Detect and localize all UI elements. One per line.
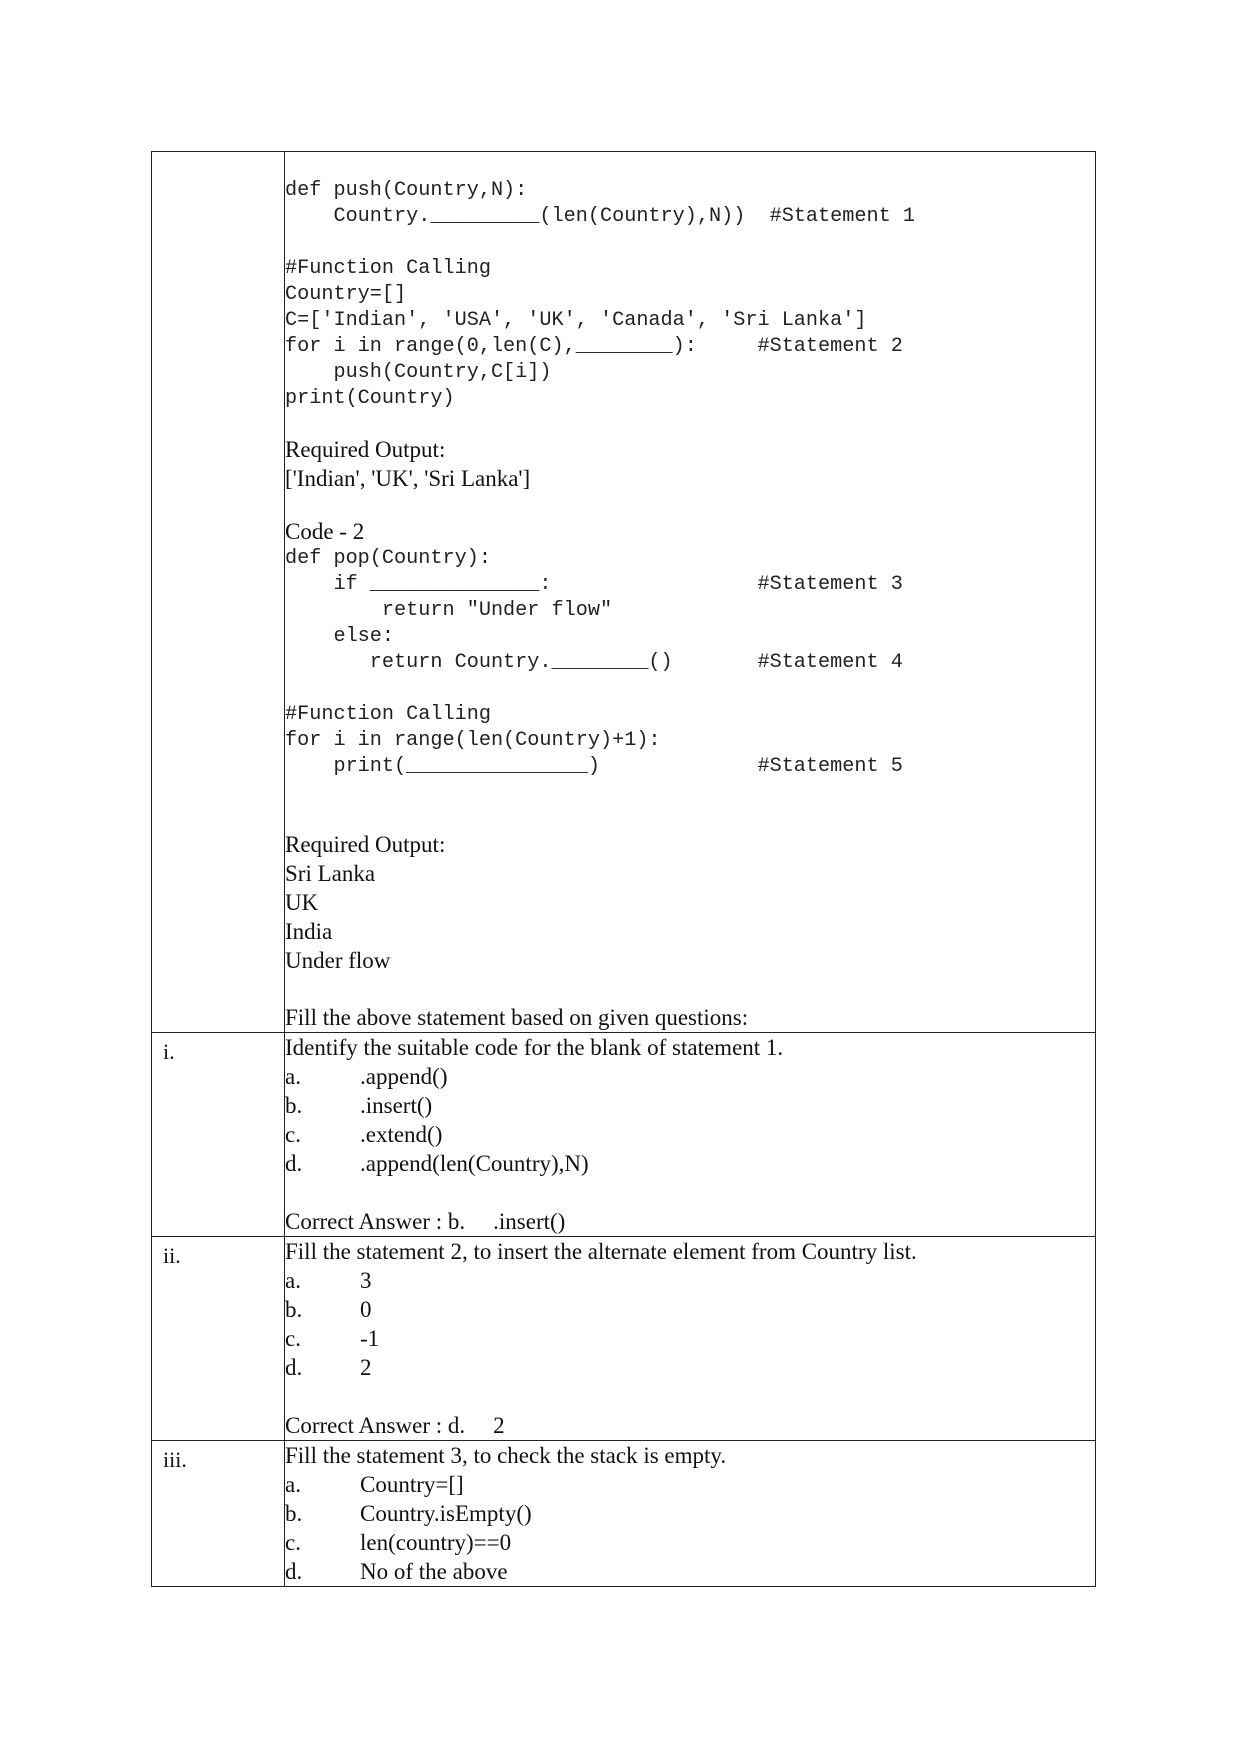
required-output-line: India [285, 919, 333, 944]
required-output-line: UK [285, 890, 319, 915]
option-d: d. 2 [285, 1355, 372, 1380]
question-body-cell [285, 1237, 1096, 1441]
question-row [152, 1441, 1096, 1587]
question-number-cell [152, 1237, 285, 1441]
option-a: a. 3 [285, 1268, 372, 1293]
question-text: Identify the suitable code for the blank of statement 1. [285, 1035, 784, 1060]
question-text: Fill the statement 3, to check the stack is empty. [285, 1443, 727, 1468]
question-number-cell [152, 1441, 285, 1587]
option-c: c. len(country)==0 [285, 1530, 512, 1555]
code-2-heading: Code - 2 [285, 519, 365, 544]
question-number-cell [152, 1033, 285, 1237]
question-table [151, 151, 1096, 1587]
question-row [152, 1237, 1096, 1441]
question-number: i. [163, 1039, 175, 1064]
option-b: b. Country.isEmpty() [285, 1501, 532, 1526]
push-function-code: def push(Country,N): Country._________(len(Country),N)) #Statement 1 [285, 179, 915, 228]
question-row [152, 1033, 1096, 1237]
option-a: a. Country=[] [285, 1472, 464, 1497]
required-output-1: ['Indian', 'UK', 'Sri Lanka'] [285, 466, 531, 491]
option-b: b. 0 [285, 1297, 372, 1322]
question-number: ii. [163, 1243, 181, 1268]
question-text: Fill the statement 2, to insert the alternate element from Country list. [285, 1239, 917, 1264]
function-calling-code-1: #Function Calling Country=[] C=['Indian', 'USA', 'UK', 'Canada', 'Sri Lanka'] for i in range(0,len(C),________): #Statement 2 push(Country,C[i]) print(Country) [285, 257, 903, 410]
option-d: d. .append(len(Country),N) [285, 1151, 589, 1176]
required-output-line: Under flow [285, 948, 391, 973]
option-b: b. .insert() [285, 1093, 433, 1118]
option-c: c. .extend() [285, 1122, 443, 1147]
question-body-cell [285, 1441, 1096, 1587]
intro-body-cell [285, 152, 1096, 1033]
option-d: d. No of the above [285, 1559, 508, 1584]
correct-answer: Correct Answer : b. .insert() [285, 1209, 566, 1234]
instruction-text: Fill the above statement based on given questions: [285, 1005, 749, 1030]
intro-number-cell [152, 152, 285, 1033]
required-output-line: Sri Lanka [285, 861, 376, 886]
correct-answer: Correct Answer : d. 2 [285, 1413, 505, 1438]
required-output-label-1: Required Output: [285, 437, 446, 462]
option-a: a. .append() [285, 1064, 448, 1089]
pop-function-code: def pop(Country): if ______________: #Statement 3 return "Under flow" else: return Country.________() #Statement 4 [285, 547, 903, 674]
function-calling-code-2: #Function Calling for i in range(len(Country)+1): print(_______________) #Statement 5 [285, 703, 903, 778]
option-c: c. -1 [285, 1326, 380, 1351]
question-body-cell [285, 1033, 1096, 1237]
question-number: iii. [163, 1447, 187, 1472]
required-output-label-2: Required Output: [285, 832, 446, 857]
intro-row [152, 152, 1096, 1033]
